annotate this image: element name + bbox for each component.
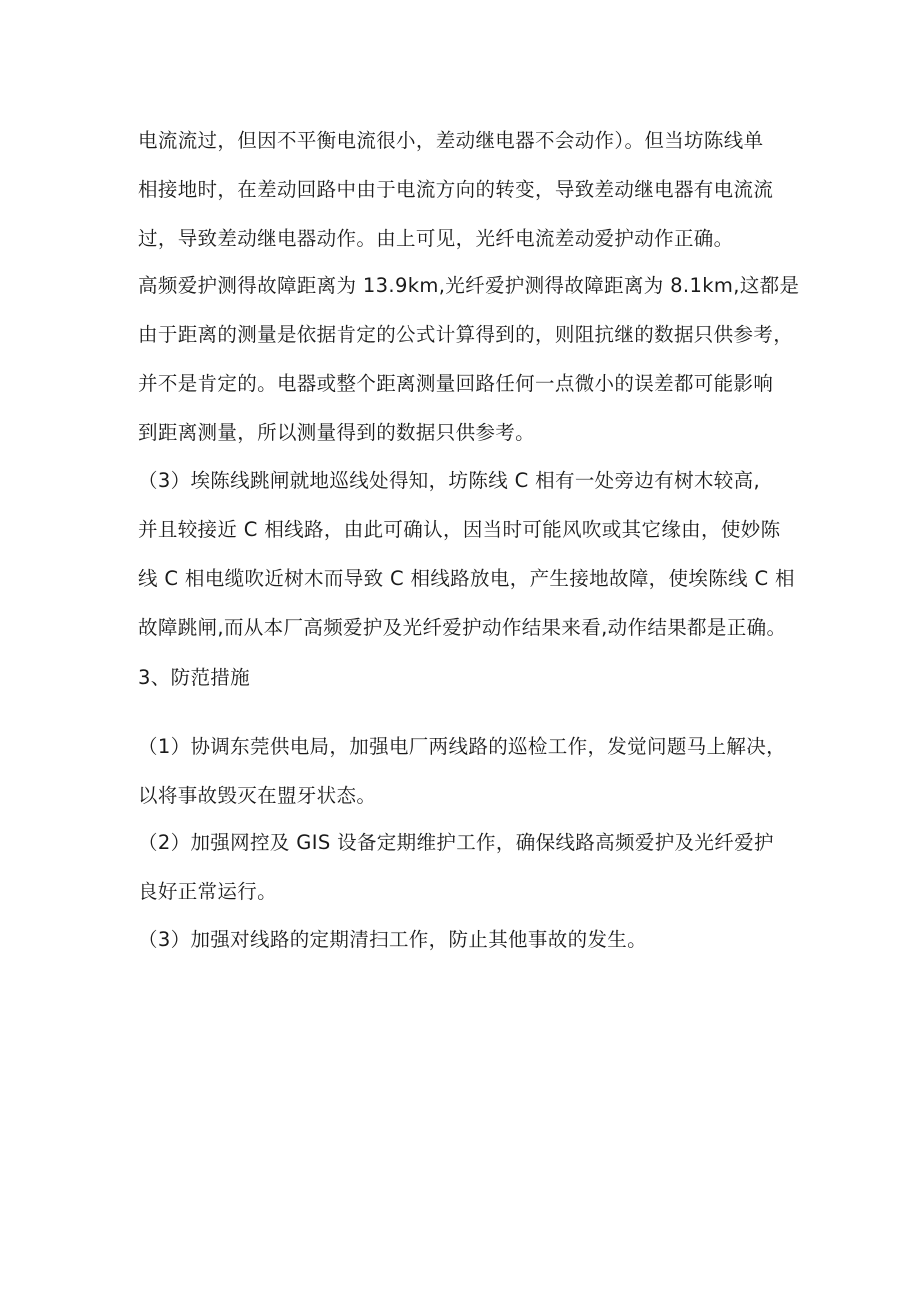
- text-line: 过，导致差动继电器动作。由上可见，光纤电流差动爱护动作正确。: [138, 227, 734, 250]
- text-line: 并不是肯定的。电器或整个距离测量回路任何一点微小的误差都可能影响: [138, 372, 774, 395]
- text-line: 电流流过，但因不平衡电流很小，差动继电器不会动作）。但当坊陈线单: [138, 129, 764, 152]
- text-line: （1）协调东莞供电局，加强电厂两线路的巡检工作，发觉问题马上解决，: [138, 735, 786, 758]
- text-line: 良好正常运行。: [138, 880, 277, 903]
- text-line: 以将事故毁灭在盟牙状态。: [138, 784, 377, 807]
- text-line: （2）加强网控及 GIS 设备定期维护工作，确保线路高频爱护及光纤爱护: [138, 831, 774, 854]
- text-line: 线 C 相电缆吹近树木而导致 C 相线路放电，产生接地故障，使埃陈线 C 相: [138, 567, 795, 590]
- text-line: 到距离测量，所以测量得到的数据只供参考。: [138, 421, 536, 444]
- section-heading: 3、防范措施: [138, 666, 251, 689]
- text-line: 并且较接近 C 相线路，由此可确认，因当时可能风吹或其它缘由，使妙陈: [138, 518, 781, 541]
- text-line: 相接地时，在差动回路中由于电流方向的转变，导致差动继电器有电流流: [138, 178, 774, 201]
- text-line: 由于距离的测量是依据肯定的公式计算得到的，则阻抗继的数据只供参考，: [138, 323, 794, 346]
- text-line: （3）加强对线路的定期清扫工作，防止其他事故的发生。: [138, 928, 648, 951]
- text-line: 高频爱护测得故障距离为 13.9km,光纤爱护测得故障距离为 8.1km,这都是: [138, 274, 800, 297]
- text-line: （3）埃陈线跳闸就地巡线处得知，坊陈线 C 相有一处旁边有树木较高,: [138, 469, 761, 492]
- text-line: 故障跳闸,而从本厂高频爱护及光纤爱护动作结果来看,动作结果都是正确。: [138, 616, 787, 639]
